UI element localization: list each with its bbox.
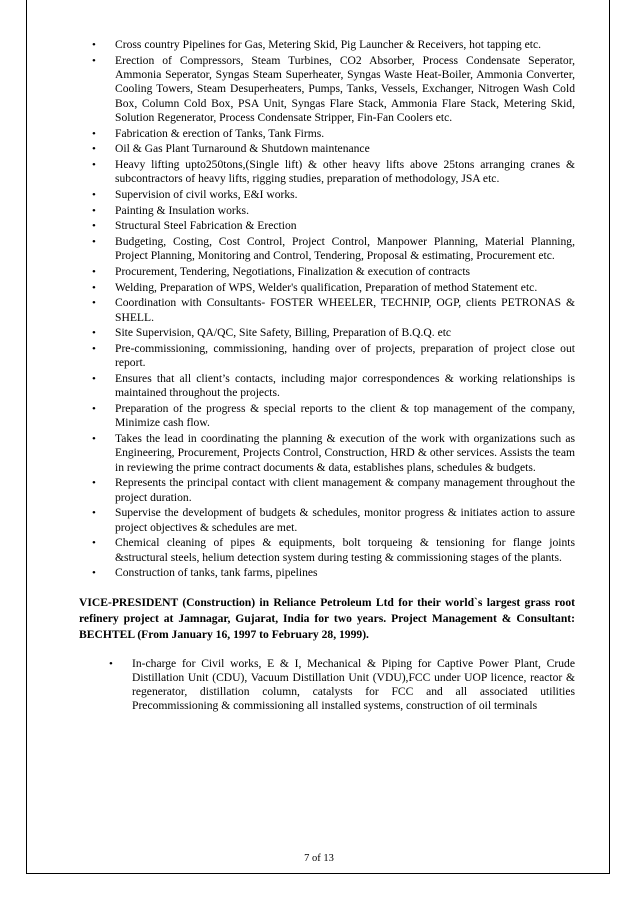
bullet-icon: •: [92, 54, 96, 67]
bullet-icon: •: [92, 220, 96, 233]
list-item: [79, 536, 575, 565]
list-item: [79, 402, 575, 431]
role-duties-list: [95, 657, 575, 714]
list-item-text: Takes the lead in coordinating the planning & execution of the work with organizations such as Engineering, Procurement, Projects Control, Construction, HRD & other services. Assists the team in reviewing the prime contract documents & data, establishes plans, schedules & budgets.: [115, 431, 575, 474]
bullet-icon: •: [92, 343, 96, 356]
bullet-icon: •: [92, 567, 96, 580]
list-item: [79, 432, 575, 475]
list-item-text: Cross country Pipelines for Gas, Metering Skid, Pig Launcher & Receivers, hot tapping etc.: [115, 38, 541, 51]
list-item: [79, 326, 575, 340]
bullet-icon: •: [92, 281, 96, 294]
list-item-text: Heavy lifting upto250tons,(Single lift) & other heavy lifts above 25tons arranging cranes & subcontractors of heavy lifts, rigging studies, preparation of methodology, JSA etc.: [115, 157, 575, 186]
list-item-text: Painting & Insulation works.: [115, 203, 249, 217]
list-item: [79, 54, 575, 125]
list-item-text: Represents the principal contact with client management & company management throughout the project duration.: [115, 476, 575, 504]
list-item-text: Fabrication & erection of Tanks, Tank Firms.: [115, 126, 325, 140]
list-item: [95, 657, 575, 714]
bullet-icon: •: [92, 143, 96, 156]
list-item: [79, 38, 575, 52]
list-item-text: Supervise the development of budgets & schedules, monitor progress & initiates action to assure project objectives & schedules are met.: [115, 506, 575, 534]
bullet-icon: •: [92, 402, 96, 415]
list-item-text: Oil & Gas Plant Turnaround & Shutdown maintenance: [115, 142, 370, 156]
list-item-text: Site Supervision, QA/QC, Site Safety, Billing, Preparation of B.Q.Q. etc: [115, 326, 452, 340]
bullet-icon: •: [92, 158, 96, 171]
list-item: [79, 476, 575, 505]
bullet-icon: •: [92, 432, 96, 445]
list-item-text: Ensures that all client’s contacts, including major correspondences & working relationships is maintained throughout the projects.: [115, 372, 575, 400]
list-item-text: Erection of Compressors, Steam Turbines, CO2 Absorber, Process Condensate Seperator, Ammonia Seperator, Syngas Steam Superheater, Syngas Waste Heat-Boiler, Ammonia Converter, Cooling Towers, Steam Desuperheaters, Pumps, Tanks, Vessels, Exchanger, Nitrogen Wash Cold Box, Column Cold Box, PSA Unit, Syngas Flare Stack, Ammonia Flare Stack, Metering Skid, Solution Regenerator, Process Condensate Stripper, Fin-Fan Coolers etc.: [115, 53, 575, 124]
list-item: [79, 281, 575, 295]
bullet-icon: •: [92, 297, 96, 310]
list-item: [79, 506, 575, 535]
list-item-text: Procurement, Tendering, Negotiations, Finalization & execution of contracts: [115, 264, 471, 278]
bullet-icon: •: [92, 507, 96, 520]
bullet-icon: •: [92, 373, 96, 385]
list-item-text: Preparation of the progress & special reports to the client & top management of the company, Minimize cash flow.: [115, 401, 575, 430]
document-body: [79, 38, 575, 715]
bullet-icon: •: [92, 235, 96, 248]
list-item-text: Coordination with Consultants- FOSTER WHEELER, TECHNIP, OGP, clients PETRONAS & SHELL.: [115, 296, 575, 324]
list-item: [79, 127, 575, 141]
list-item: [79, 296, 575, 325]
list-item: [79, 235, 575, 264]
bullet-icon: •: [92, 39, 96, 51]
responsibilities-list: [79, 38, 575, 581]
list-item: [79, 204, 575, 218]
list-item-text: Supervision of civil works, E&I works.: [115, 187, 298, 201]
list-item-text: Welding, Preparation of WPS, Welder's qualification, Preparation of method Statement etc.: [115, 280, 538, 294]
list-item: [79, 219, 575, 233]
bullet-icon: •: [92, 265, 96, 278]
list-item-text: Pre-commissioning, commissioning, handing over of projects, preparation of project close out report.: [115, 342, 575, 370]
list-item-text: Chemical cleaning of pipes & equipments, bolt torqueing & tensioning for flange joints &structural steels, helium detection system during testing & commissioning stages of the plants.: [115, 536, 575, 564]
list-item-text: Structural Steel Fabrication & Erection: [115, 219, 297, 233]
bullet-icon: •: [92, 204, 96, 217]
bullet-icon: •: [92, 188, 96, 201]
list-item: [79, 372, 575, 401]
bullet-icon: •: [92, 127, 96, 140]
list-item: [79, 188, 575, 202]
bullet-icon: •: [92, 327, 96, 340]
list-item-text: In-charge for Civil works, E & I, Mechanical & Piping for Captive Power Plant, Crude Distillation Unit (CDU), Vacuum Distillation Unit (VDU),FCC under UOP licence, reactor & regenerator, distillation column, catalysts for FCC and all associated utilities Precommissioning & commissioning all installed systems, construction of oil terminals: [132, 656, 575, 713]
list-item: [79, 342, 575, 371]
bullet-icon: •: [92, 477, 96, 490]
list-item: [79, 566, 575, 580]
list-item-text: Construction of tanks, tank farms, pipelines: [115, 566, 318, 580]
section-heading: VICE-PRESIDENT (Construction) in Reliance Petroleum Ltd for their world`s largest grass root refinery project at Jamnagar, Gujarat, India for two years. Project Management & Consultant: BECHTEL (From January 16, 1997 to February 28, 1999).: [79, 595, 575, 641]
list-item: [79, 158, 575, 187]
list-item: [79, 265, 575, 279]
bullet-icon: •: [92, 537, 96, 550]
list-item: [79, 142, 575, 156]
list-item-text: Budgeting, Costing, Cost Control, Project Control, Manpower Planning, Material Planning, Project Planning, Monitoring and Control, Tendering, Proposal & estimating, Procurement etc.: [115, 234, 575, 263]
bullet-icon: •: [109, 657, 113, 670]
page-number: 7 of 13: [304, 853, 334, 864]
